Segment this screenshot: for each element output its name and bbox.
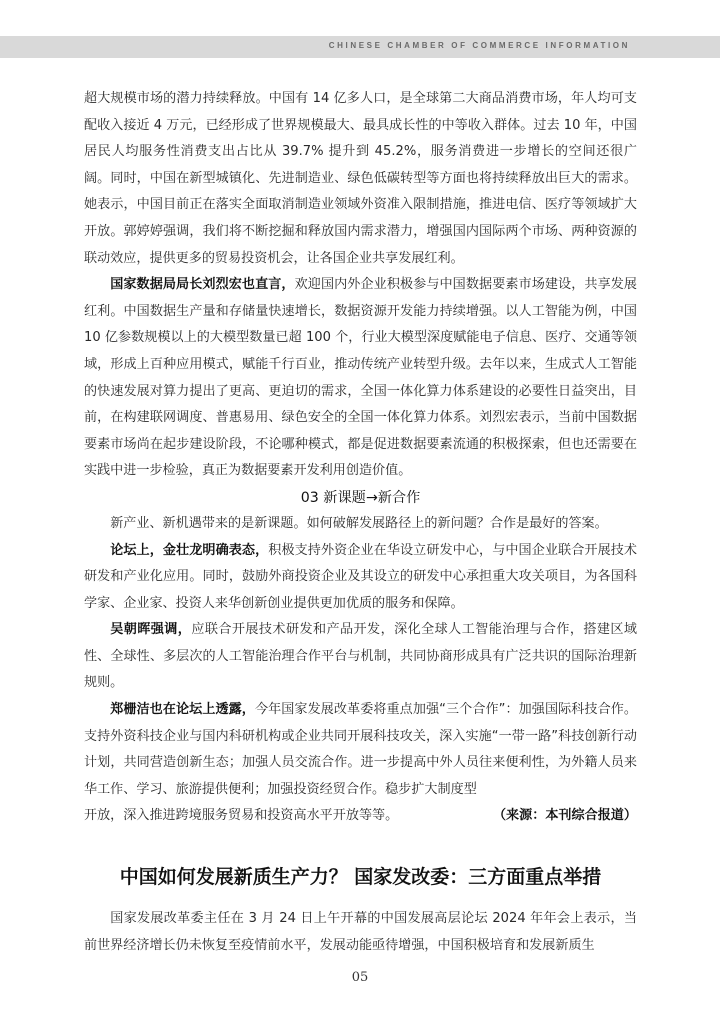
article-content bbox=[84, 86, 637, 959]
section-heading: 03 新课题→新合作 bbox=[300, 489, 421, 506]
article-title: 中国如何发展新质生产力？ 国家发改委：三方面重点举措 bbox=[119, 866, 602, 889]
paragraph-text: 今年国家发展改革委将重点加强“三个合作”：加强国际科技合作。支持外资科技企业与国内科研机构或企业共同开展科技攻关，深入实施“一带一路”科技创新行动计划，共同营造创新生态；加强人员交流合作。进一步提高中外人员往来便利性，为外籍人员来华工作、学习、旅游提供便利；加强投资经贸合作。稳步扩大制度型 bbox=[84, 702, 637, 797]
source-line bbox=[84, 803, 637, 830]
paragraph-data-bureau bbox=[84, 272, 637, 485]
speaker-lead: 论坛上，金壮龙明确表态， bbox=[110, 542, 269, 558]
paragraph-last-line: 开放，深入推进跨境服务贸易和投资高水平开放等等。 bbox=[84, 808, 399, 824]
paragraph-intro: 新产业、新机遇带来的是新课题。如何破解发展路径上的新问题？合作是最好的答案。 bbox=[110, 515, 608, 531]
paragraph-ndrc: 国家发展改革委主任在 3 月 24 日上午开幕的中国发展高层论坛 2024 年年会上表示，当前世界经济增长仍未恢复至疫情前水平，发展动能亟待增强，中国积极培育和发展新质生 bbox=[84, 911, 637, 953]
paragraph-zheng bbox=[84, 697, 637, 803]
paragraph-text: 欢迎国内外企业积极参与中国数据要素市场建设，共享发展红利。中国数据生产量和存储量快速增长，数据资源开发能力持续增强。以人工智能为例，中国 10 亿参数规模以上的大模型数量已超 100 个，行业大模型深度赋能电子信息、医疗、交通等领域，形成上百种应用模式，赋能千行百业，推动传统产业转型升级。去年以来，生成式人工智能的快速发展对算力提出了更高、更迫切的需求，全国一体化算力体系建设的必要性日益突出，目前，在构建联网调度、普惠易用、绿色安全的全国一体化算力体系。刘烈宏表示，当前中国数据要素市场尚在起步建设阶段，不论哪种模式，都是促进数据要素流通的积极探索，但也还需要在实践中进一步检验，真正为数据要素开发利用创造价值。 bbox=[84, 277, 638, 479]
speaker-lead: 吴朝晖强调， bbox=[110, 622, 192, 638]
speaker-lead: 郑栅洁也在论坛上透露， bbox=[110, 702, 255, 718]
page-number: 05 bbox=[351, 970, 369, 985]
paragraph-market-potential: 超大规模市场的潜力持续释放。中国有 14 亿多人口，是全球第二大商品消费市场，年人均可支配收入接近 4 万元，已经形成了世界规模最大、最具成长性的中等收入群体。过去 10 年，中国居民人均服务性消费支出占比从 39.7% 提升到 45.2%，服务消费进一步增长的空间还很广阔。同时，中国在新型城镇化、先进制造业、绿色低碳转型等方面也将持续释放出巨大的需求。她表示，中国目前正在落实全面取消制造业领域外资准入限制措施，推进电信、医疗等领域扩大开放。郭婷婷强调，我们将不断挖掘和释放国内需求潜力，增强国内国际两个市场、两种资源的联动效应，提供更多的贸易投资机会，让各国企业共享发展红利。 bbox=[84, 91, 637, 266]
paragraph-text: 积极支持外资企业在华设立研发中心，与中国企业联合开展技术研发和产业化应用。同时，鼓励外商投资企业及其设立的研发中心承担重大攻关项目，为各国科学家、企业家、投资人来华创新创业提供更加优质的服务和保障。 bbox=[84, 542, 638, 611]
speaker-lead: 国家数据局局长刘烈宏也直言， bbox=[110, 277, 295, 293]
paragraph-text: 应联合开展技术研发和产品开发，深化全球人工智能治理与合作，搭建区域性、全球性、多层次的人工智能治理合作平台与机制，共同协商形成具有广泛共识的国际治理新规则。 bbox=[84, 622, 638, 691]
source-credit: （来源：本刊综合报道） bbox=[492, 808, 637, 824]
paragraph-wu bbox=[84, 617, 637, 697]
header-banner-bar bbox=[0, 36, 720, 58]
header-banner-text: CHINESE CHAMBER OF COMMERCE INFORMATION bbox=[328, 41, 630, 50]
paragraph-jin bbox=[84, 538, 637, 618]
